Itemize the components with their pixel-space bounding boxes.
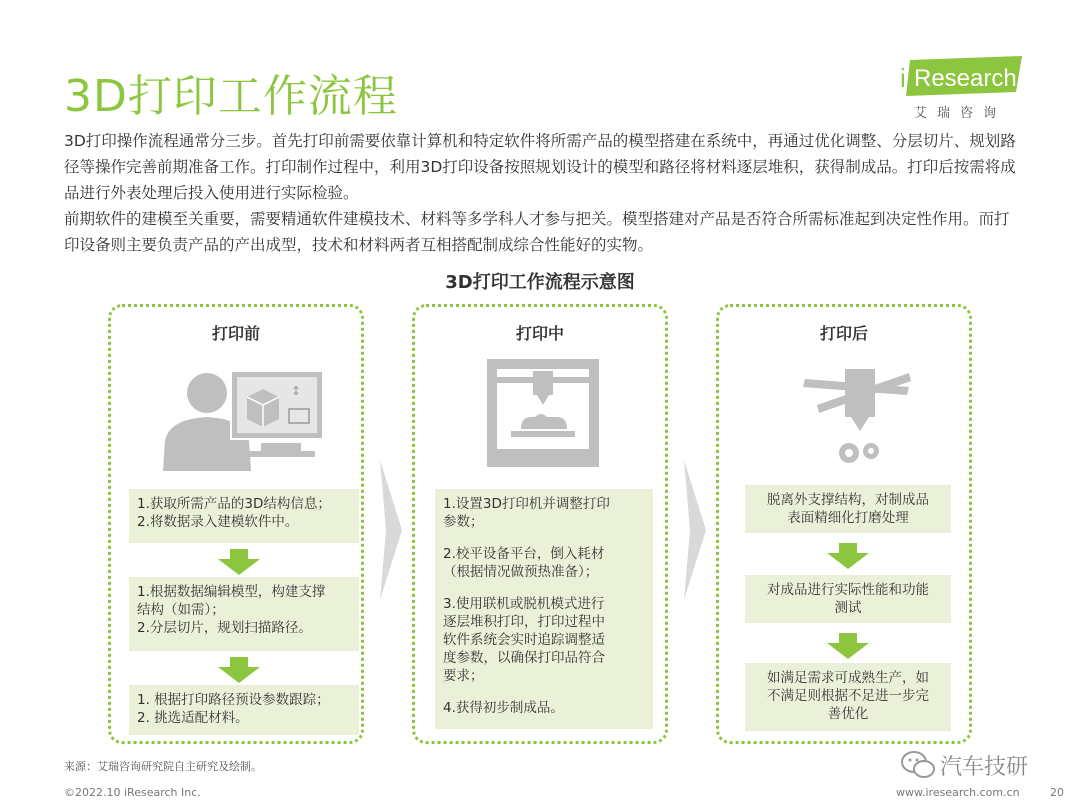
spacer xyxy=(443,685,645,699)
page-title: 3D打印工作流程 xyxy=(64,71,398,122)
spacer xyxy=(443,531,645,545)
page-number: 20 xyxy=(1050,786,1064,799)
panel-after-printing xyxy=(716,304,972,744)
source-note: 来源：艾瑞咨询研究院自主研究及绘制。 xyxy=(64,760,262,773)
step-line: 测试 xyxy=(834,600,862,616)
3d-printer-icon xyxy=(455,351,631,471)
intro-paragraph-2: 前期软件的建模至关重要，需要精通软件建模技术、材料等多学科人才参与把关。模型搭建对产品是否符合所需标准起到决定性作用。而打印设备则主要负责产品的产出成型，技术和材料两者互相搭配制成综合性能好的实物。 xyxy=(64,210,1010,254)
step-line: 1.设置3D打印机并调整打印 xyxy=(443,496,610,512)
person-computer-icon xyxy=(151,351,327,471)
step-line: 不满足则根据不足进一步完 xyxy=(767,688,929,704)
wechat-icon xyxy=(900,750,936,780)
panel-heading: 打印中 xyxy=(515,324,564,343)
step-line: 脱离外支撑结构，对制成品 xyxy=(767,492,929,508)
step-line: 4.获得初步制成品。 xyxy=(443,700,564,716)
copyright: ©2022.10 iResearch Inc. xyxy=(64,786,201,799)
intro-paragraph-1: 3D打印操作流程通常分三步。首先打印前需要依靠计算机和特定软件将所需产品的模型搭建在系统中，再通过优化调整、分层切片、规划路径等操作完善前期准备工作。打印制作过程中，利用3D打印设备按照规划设计的模型和路径将材料逐层堆积，获得制成品。打印后按需将成品进行外表处理后投入使用进行实际检验。 xyxy=(64,132,1016,202)
watermark-text: 汽车技研 xyxy=(940,755,1029,780)
step-box-1 xyxy=(435,489,653,729)
spacer xyxy=(443,581,645,595)
diagram-title: 3D打印工作流程示意图 xyxy=(445,272,635,293)
intro-text xyxy=(64,128,1024,258)
step-line: 度参数，以确保打印品符合 xyxy=(443,650,605,666)
step-box-2 xyxy=(745,575,951,623)
down-arrow-icon xyxy=(825,543,871,569)
step-box-3 xyxy=(745,663,951,731)
printer-nozzle-gears-icon xyxy=(759,351,935,471)
panel-heading: 打印前 xyxy=(211,324,260,343)
step-line: 2.校平设备平台，倒入耗材 xyxy=(443,546,605,562)
svg-text:i: i xyxy=(900,63,906,93)
step-line: 1. 根据打印路径预设参数跟踪； xyxy=(137,692,330,708)
iresearch-logo xyxy=(896,56,1028,121)
step-line: 逐层堆积打印，打印过程中 xyxy=(443,614,605,630)
step-line: 表面精细化打磨处理 xyxy=(787,510,909,526)
step-line: 2.分层切片，规划扫描路径。 xyxy=(137,620,312,636)
panel-heading: 打印后 xyxy=(819,324,868,343)
step-box-3 xyxy=(129,685,359,735)
svg-text:↕: ↕ xyxy=(291,384,302,398)
step-line: 3.使用联机或脱机模式进行 xyxy=(443,596,605,612)
step-line: 结构（如需）； xyxy=(137,602,225,618)
step-line: 对成品进行实际性能和功能 xyxy=(767,582,929,598)
svg-text:Research: Research xyxy=(914,65,1017,92)
step-box-2 xyxy=(129,577,359,651)
logo-mark xyxy=(896,56,1024,96)
step-box-1 xyxy=(129,489,359,543)
step-box-1 xyxy=(745,485,951,533)
down-arrow-icon xyxy=(825,633,871,659)
chevron-right-icon xyxy=(380,460,402,600)
step-line: 2. 挑选适配材料。 xyxy=(137,710,249,726)
step-line: 1.根据数据编辑模型，构建支撑 xyxy=(137,584,326,600)
step-line: 软件系统会实时追踪调整适 xyxy=(443,632,605,648)
chevron-right-icon xyxy=(684,460,706,600)
step-line: 参数； xyxy=(443,514,484,530)
step-line: （根据情况做预热准备）； xyxy=(443,564,599,580)
step-line: 善优化 xyxy=(827,706,869,722)
step-line: 1.获取所需产品的3D结构信息； xyxy=(137,496,331,512)
panel-during-printing xyxy=(412,304,668,744)
logo-cn-text: 艾瑞咨询 xyxy=(913,106,1006,121)
footer-url: www.iresearch.com.cn xyxy=(896,786,1020,799)
panel-before-printing xyxy=(108,304,364,744)
step-line: 2.将数据录入建模软件中。 xyxy=(137,514,299,530)
step-line: 如满足需求可成熟生产，如 xyxy=(767,670,929,686)
wechat-watermark xyxy=(900,748,1050,782)
step-line: 要求； xyxy=(443,668,484,684)
down-arrow-icon xyxy=(216,657,262,683)
down-arrow-icon xyxy=(216,549,262,575)
